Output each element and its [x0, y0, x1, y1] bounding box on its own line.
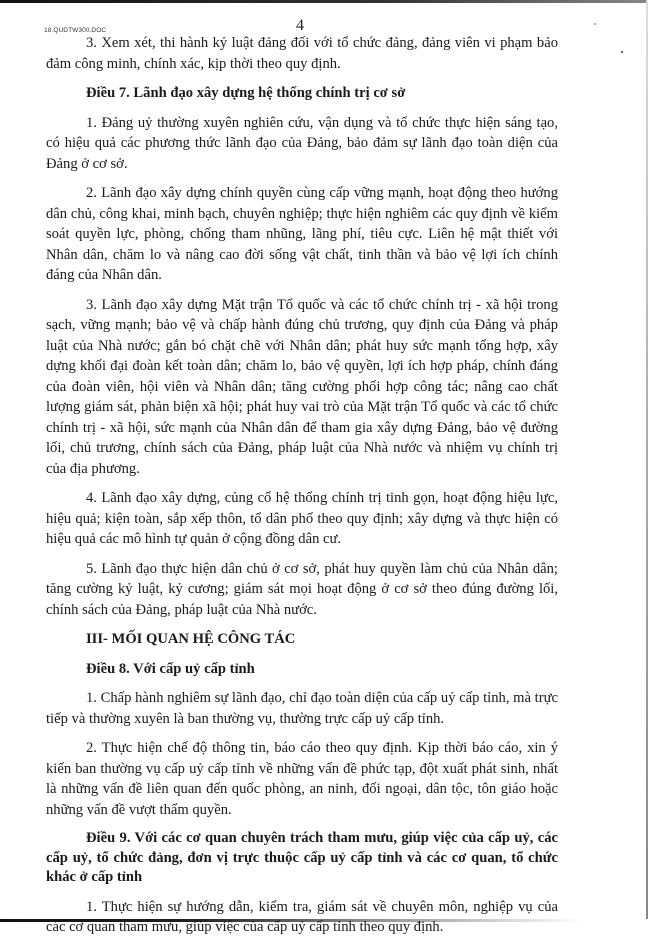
page-number: 4: [296, 17, 304, 34]
paragraph-art7-item5: 5. Lãnh đạo thực hiện dân chủ ở cơ sở, phát huy quyền làm chủ của Nhân dân; tăng cường kỷ luật, kỷ cương; giám sát mọi hoạt động ở cơ sở theo đúng đường lối, chính sách của Đảng, pháp luật của Nhà nước.: [46, 560, 558, 618]
scan-edge-top: [0, 0, 648, 3]
file-label: 18.QUDTW300.DOC: [44, 27, 107, 34]
paragraph-art7-item3: 3. Lãnh đạo xây dựng Mặt trận Tổ quốc và các tổ chức chính trị - xã hội trong sạch, vững mạnh; bảo vệ và chấp hành đúng chủ trương, quy định của Đảng và pháp luật của Nhà nước; gắn bó chặt chẽ với Nhân dân; phát huy sức mạnh tổng hợp, xây dựng khối đại đoàn kết toàn dân; chăm lo, bảo vệ quyền, lợi ích hợp pháp, chính đáng của đoàn viên, hội viên và Nhân dân; tăng cường phối hợp công tác; nâng cao chất lượng giám sát, phản biện xã hội; phát huy vai trò của Mặt trận Tổ quốc và các tổ chức chính trị - xã hội, sức mạnh của Nhân dân để tham gia xây dựng Đảng, bảo vệ đường lối, chủ trương, chính sách của Đảng, pháp luật của Nhà nước và nhiệm vụ chính trị của địa phương.: [46, 296, 558, 477]
article-7-heading: Điều 7. Lãnh đạo xây dựng hệ thống chính trị cơ sở: [86, 85, 406, 101]
scan-speck: [621, 51, 623, 53]
paragraph-art9-item1: 1. Thực hiện sự hướng dẫn, kiểm tra, giám sát về chuyên môn, nghiệp vụ của các cơ quan tham mưu, giúp việc của cấp uỷ cấp tỉnh theo quy định.: [46, 898, 558, 935]
article-8-heading: Điều 8. Với cấp uỷ cấp tỉnh: [86, 660, 255, 677]
section-3-heading: III- MỐI QUAN HỆ CÔNG TÁC: [86, 631, 296, 647]
paragraph-art7-item2: 2. Lãnh đạo xây dựng chính quyền cùng cấp vững mạnh, hoạt động theo hướng dân chủ, công khai, minh bạch, chuyên nghiệp; thực hiện nghiêm các quy định về kiểm soát quyền lực, phòng, chống tham nhũng, lãng phí, tiêu cực. Liên hệ mật thiết với Nhân dân, chăm lo và nâng cao đời sống vật chất, tinh thần và bảo vệ lợi ích chính đáng của Nhân dân.: [46, 185, 558, 283]
paragraph-art7-item4: 4. Lãnh đạo xây dựng, củng cố hệ thống chính trị tinh gọn, hoạt động hiệu lực, hiệu quả; kiện toàn, sắp xếp thôn, tổ dân phố theo quy định; xây dựng và thực hiện có hiệu quả các mô hình tự quản ở cộng đồng dân cư.: [46, 490, 558, 547]
document-body: [46, 33, 558, 947]
paragraph-art8-item1: 1. Chấp hành nghiêm sự lãnh đạo, chỉ đạo toàn diện của cấp uỷ cấp tỉnh, mà trực tiếp và thường xuyên là ban thường vụ, thường trực cấp uỷ cấp tỉnh.: [46, 690, 558, 727]
article-9-heading: Điều 9. Với các cơ quan chuyên trách tham mưu, giúp việc của cấp uỷ, các cấp uỷ, tổ chức đảng, đơn vị trực thuộc cấp uỷ cấp tỉnh và các cơ quan, tổ chức khác ở cấp tỉnh: [46, 830, 558, 885]
paragraph-art7-item1: 1. Đảng uỷ thường xuyên nghiên cứu, vận dụng và tổ chức thực hiện sáng tạo, có hiệu quả các phương thức lãnh đạo của Đảng, bảo đảm sự lãnh đạo toàn diện của Đảng ở cơ sở.: [46, 114, 558, 172]
paragraph-art6-item3: 3. Xem xét, thi hành kỷ luật đảng đối với tổ chức đảng, đảng viên vi phạm bảo đảm công minh, chính xác, kịp thời theo quy định.: [46, 35, 558, 72]
paragraph-art8-item2: 2. Thực hiện chế độ thông tin, báo cáo theo quy định. Kịp thời báo cáo, xin ý kiến ban thường vụ cấp uỷ cấp tỉnh về những vấn đề phức tạp, đột xuất phát sinh, nhất là những vấn đề liên quan đến quốc phòng, an ninh, đối ngoại, dân tộc, tôn giáo hoặc những vấn đề vượt thẩm quyền.: [46, 740, 558, 818]
scan-speck: [594, 23, 596, 25]
